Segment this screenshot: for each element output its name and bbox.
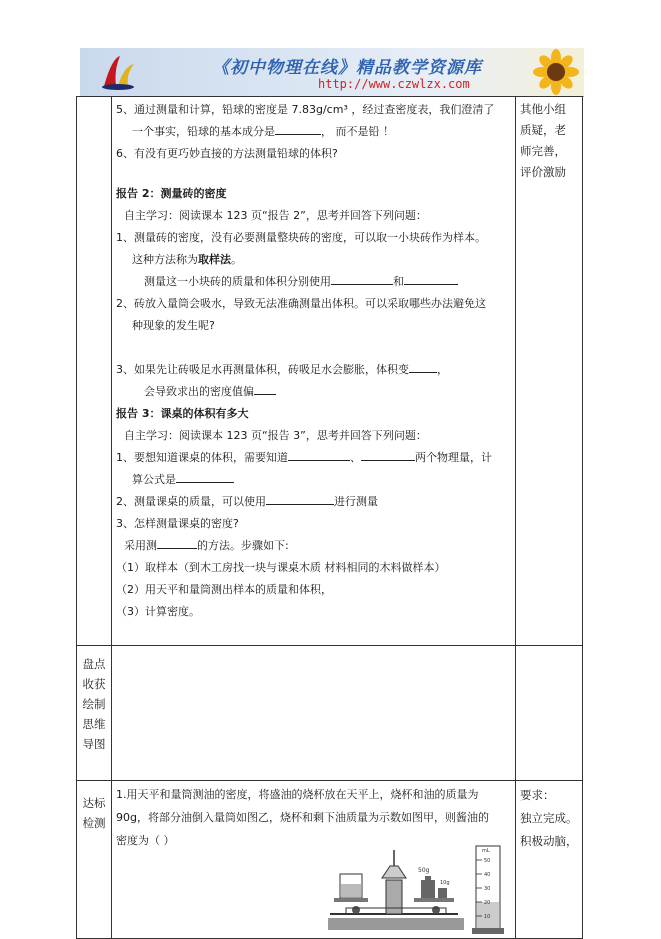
side-note-cell — [516, 97, 583, 646]
cylinder-tick-label: 40 — [484, 872, 491, 878]
r2-q1-method: 这种方法称为取样法。 — [132, 253, 242, 266]
answer-blank[interactable] — [176, 470, 234, 483]
q5-line1: 5、通过测量和计算，铅球的密度是 7.83g/cm³ ，经过查密度表，我们澄清了 — [116, 103, 495, 116]
report2-intro: 自主学习：阅读课本 123 页“报告 2”，思考并回答下列问题： — [124, 209, 427, 222]
r2-q2-line1: 2、砖放入量筒会吸水，导致无法准确测量出体积。可以采取哪些办法避免这 — [116, 297, 486, 310]
weight-50g-label: 50g — [418, 867, 430, 874]
mindmap-area[interactable] — [112, 646, 516, 781]
test-q1-line1: 1.用天平和量筒测油的密度，将盛油的烧杯放在天平上，烧杯和油的质量为 — [116, 788, 479, 801]
test-q1-line3: 密度为（ ） — [116, 834, 175, 847]
table-row-reports — [77, 97, 583, 646]
answer-blank[interactable] — [275, 122, 321, 135]
label-cell-empty — [77, 97, 112, 646]
r2-q3-line2: 会导致求出的密度值偏 — [116, 381, 511, 403]
answer-blank[interactable] — [409, 360, 437, 373]
r3-q1-line1: 1、要想知道课桌的体积，需要知道 、 两个物理量，计 — [116, 447, 511, 469]
r3-step1: （1）取样本（到木工房找一块与课桌木质 材料相同的木料做样本） — [116, 561, 446, 574]
answer-blank[interactable] — [288, 448, 350, 461]
table-row-summary — [77, 646, 583, 781]
r3-q1-line2: 算公式是 — [116, 469, 511, 491]
header-banner — [80, 48, 584, 97]
beaker-icon — [340, 874, 362, 898]
r2-q1: 1、测量砖的密度，没有必要测量整块砖的密度，可以取一小块砖作为样本。 — [116, 231, 486, 244]
answer-blank[interactable] — [361, 448, 415, 461]
summary-side-cell — [516, 646, 583, 781]
q5-line2: 一个事实，铅球的基本成分是 ， 而不是铅 ！ — [116, 121, 511, 143]
weight-10g-icon — [438, 888, 447, 898]
q6: 6、有没有更巧妙直接的方法测量铅球的体积? — [116, 147, 338, 160]
summary-label-cell: 盘点 收获 绘制 思维 导图 — [77, 646, 112, 781]
r2-q2-line2: 种现象的发生呢? — [132, 319, 215, 332]
banner-title: 《初中物理在线》精品教学资源库 — [212, 58, 482, 78]
side-note-line: 其他小组 — [520, 102, 566, 116]
report-content-cell — [112, 97, 516, 646]
r3-q2: 2、测量课桌的质量，可以使用 进行测量 — [116, 491, 511, 513]
answer-blank[interactable] — [157, 536, 197, 549]
worksheet-table — [76, 96, 583, 939]
test-q1-line2: 90g，将部分油倒入量筒如图乙，烧杯和剩下油质量为示数如图甲，则酱油的 — [116, 811, 489, 824]
r3-step3: （3）计算密度。 — [116, 605, 200, 618]
side-note-line: 评价激励 — [520, 165, 566, 179]
test-side-cell: 要求： 独立完成。 积极动脑， — [516, 781, 583, 939]
banner-url[interactable]: http://www.czwlzx.com — [318, 77, 470, 91]
answer-blank[interactable] — [266, 492, 334, 505]
sunflower-icon — [526, 48, 582, 96]
site-logo-icon — [98, 52, 138, 92]
r3-step2: （2）用天平和量筒测出样本的质量和体积， — [116, 583, 332, 596]
r3-q3-method: 采用测 的方法。步骤如下: — [116, 535, 511, 557]
weight-50g-icon — [421, 876, 435, 898]
report3-intro: 自主学习：阅读课本 123 页“报告 3”，思考并回答下列问题： — [124, 429, 427, 442]
cylinder-tick-label: 20 — [484, 900, 491, 906]
side-note-line: 师完善， — [520, 144, 566, 158]
r3-q3: 3、怎样测量课桌的密度? — [116, 517, 239, 530]
answer-blank[interactable] — [254, 382, 276, 395]
side-note-line: 质疑，老 — [520, 123, 566, 137]
balance-and-cylinder-figure — [326, 836, 516, 936]
cylinder-tick-label: 50 — [484, 858, 491, 864]
cylinder-tick-label: 30 — [484, 886, 491, 892]
answer-blank[interactable] — [404, 272, 458, 285]
cylinder-tick-label: 10 — [484, 914, 491, 920]
answer-blank[interactable] — [331, 272, 393, 285]
report3-title: 报告 3：课桌的体积有多大 — [116, 407, 249, 420]
r2-q3-line1: 3、如果先让砖吸足水再测量体积，砖吸足水会膨胀，体积变 ， — [116, 359, 511, 381]
cylinder-unit: mL — [482, 848, 490, 854]
weight-10g-label: 10g — [440, 880, 450, 886]
r2-q1-tools: 测量这一小块砖的质量和体积分别使用 和 — [116, 271, 511, 293]
report2-title: 报告 2：测量砖的密度 — [116, 187, 227, 200]
test-label-cell: 达标 检测 — [77, 781, 112, 939]
